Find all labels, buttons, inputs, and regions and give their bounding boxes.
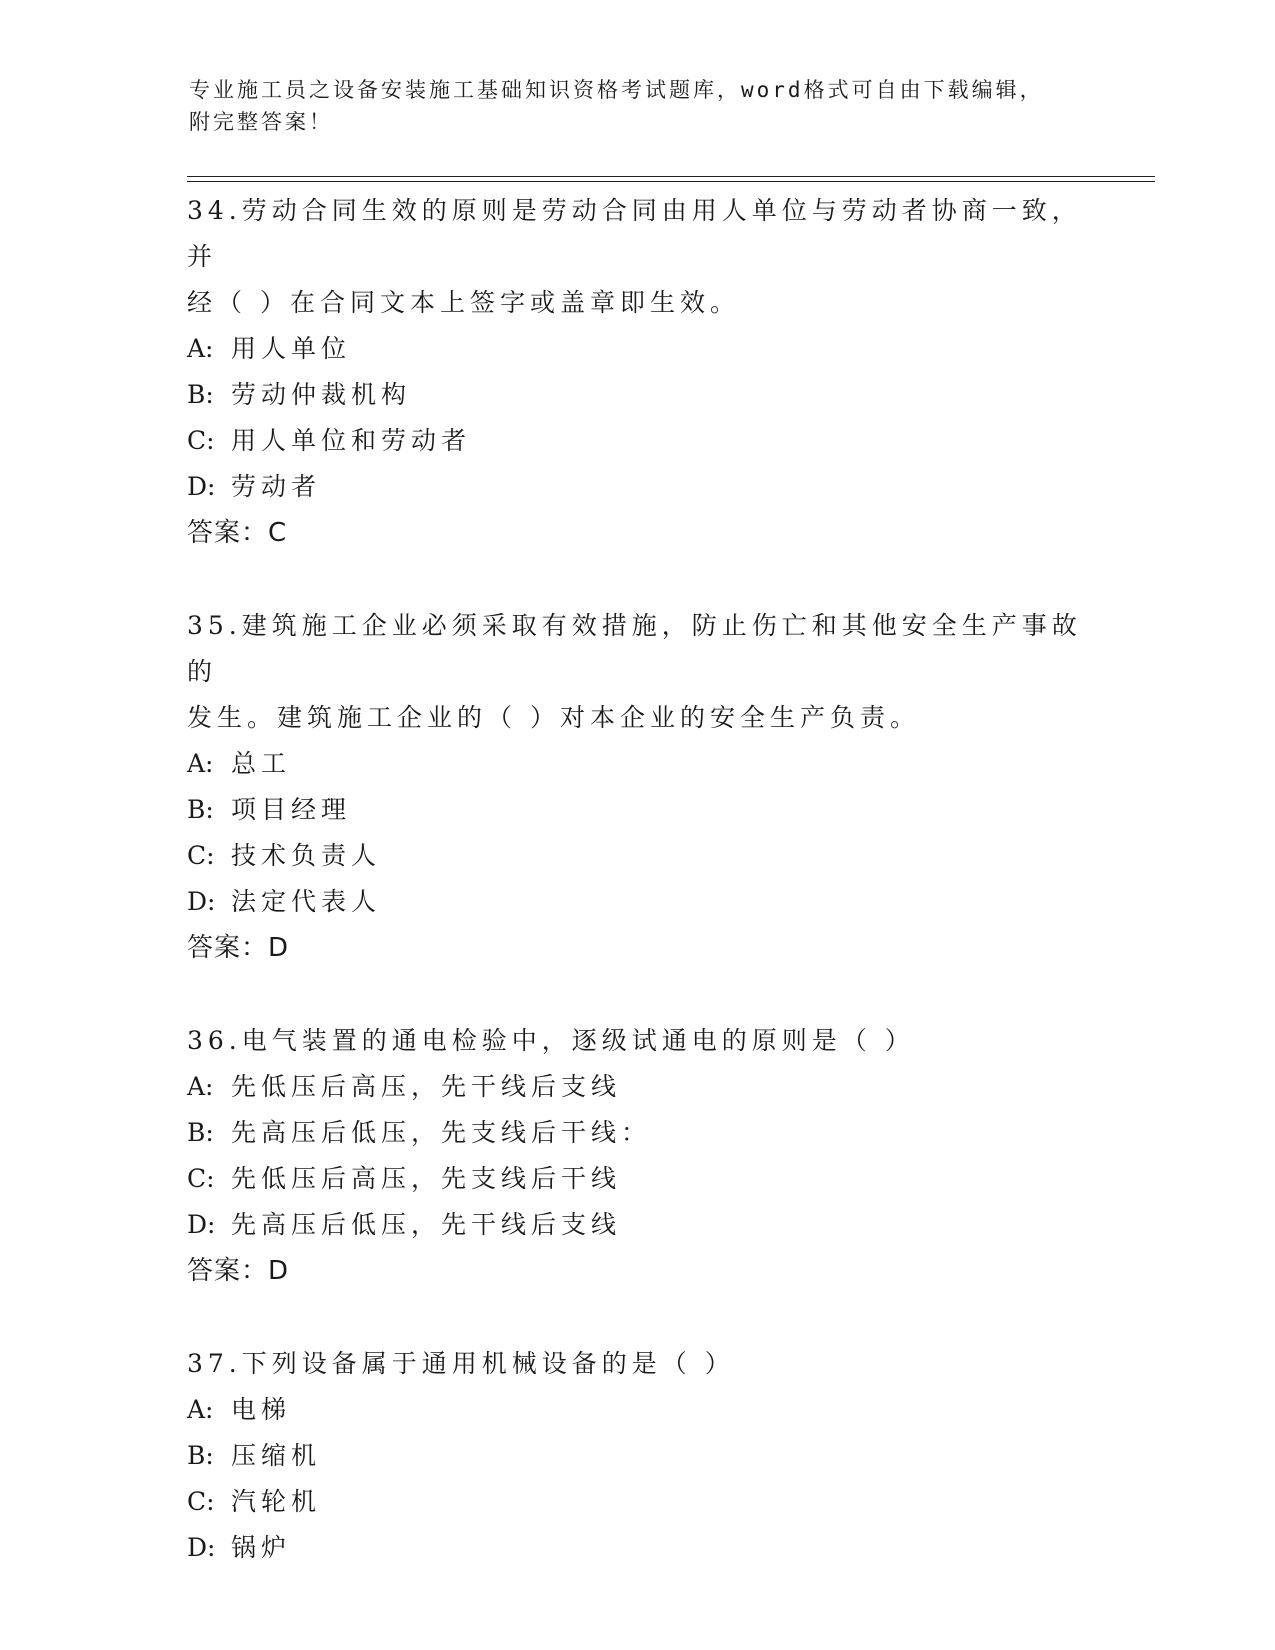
option-c [187,418,1087,464]
option-key: A: [187,1072,214,1101]
option-c [187,833,1087,879]
option-text: 锅炉 [231,1533,292,1562]
option-text: 先高压后低压，先支线后干线： [231,1118,652,1147]
option-b [187,372,1087,418]
option-text: 法定代表人 [231,887,382,916]
option-b [187,1433,1087,1479]
option-text: 电梯 [231,1395,292,1424]
option-text: 先低压后高压，先干线后支线 [231,1072,622,1101]
option-key: B: [187,380,214,409]
option-d [187,879,1087,925]
option-key: C: [187,841,215,870]
question-stem-line: 35.建筑施工企业必须采取有效措施，防止伤亡和其他安全生产事故的 [187,611,1082,686]
option-text: 劳动仲裁机构 [231,380,412,409]
question-stem-line: 发生。建筑施工企业的（ ）对本企业的安全生产负责。 [187,703,920,732]
question-stem-line: 34.劳动合同生效的原则是劳动合同由用人单位与劳动者协商一致，并 [187,196,1082,271]
option-key: B: [187,1118,214,1147]
option-key: C: [187,1164,215,1193]
option-key: A: [187,749,214,778]
option-text: 项目经理 [231,795,352,824]
question-list [187,188,1087,1618]
answer-line: 答案：D [187,933,290,963]
option-a [187,326,1087,372]
option-a [187,1387,1087,1433]
question-35 [187,603,1087,971]
option-c [187,1156,1087,1202]
option-key: B: [187,795,214,824]
option-text: 压缩机 [231,1441,322,1470]
option-text: 先高压后低压，先干线后支线 [231,1210,622,1239]
header-divider-bottom [187,181,1155,182]
option-text: 用人单位 [231,334,352,363]
option-text: 总工 [231,749,292,778]
document-header [189,74,1089,138]
option-b [187,1110,1087,1156]
header-line-2: 附完整答案！ [189,110,333,134]
option-key: C: [187,1487,215,1516]
option-key: D: [187,472,216,501]
option-key: D: [187,1210,216,1239]
option-text: 汽轮机 [231,1487,322,1516]
option-c [187,1479,1087,1525]
option-key: D: [187,887,216,916]
option-text: 技术负责人 [231,841,382,870]
option-d [187,464,1087,510]
option-key: A: [187,1395,214,1424]
option-text: 用人单位和劳动者 [231,426,472,455]
option-key: B: [187,1441,214,1470]
option-key: A: [187,334,214,363]
header-divider-top [187,176,1155,177]
question-stem-line: 37.下列设备属于通用机械设备的是（ ） [187,1349,735,1378]
question-stem-line: 经（ ）在合同文本上签字或盖章即生效。 [187,288,740,317]
option-key: C: [187,426,215,455]
option-key: D: [187,1533,216,1562]
option-a [187,741,1087,787]
option-text: 先低压后高压，先支线后干线 [231,1164,622,1193]
option-a [187,1064,1087,1110]
option-text: 劳动者 [231,472,322,501]
question-34 [187,188,1087,556]
question-stem-line: 36.电气装置的通电检验中，逐级试通电的原则是（ ） [187,1026,915,1055]
header-line-1: 专业施工员之设备安装施工基础知识资格考试题库，word格式可自由下载编辑， [189,78,1044,102]
question-36 [187,1018,1087,1294]
option-d [187,1525,1087,1571]
answer-line: 答案：D [187,1256,290,1286]
option-d [187,1202,1087,1248]
answer-line: 答案：C [187,518,288,548]
question-37 [187,1341,1087,1571]
option-b [187,787,1087,833]
